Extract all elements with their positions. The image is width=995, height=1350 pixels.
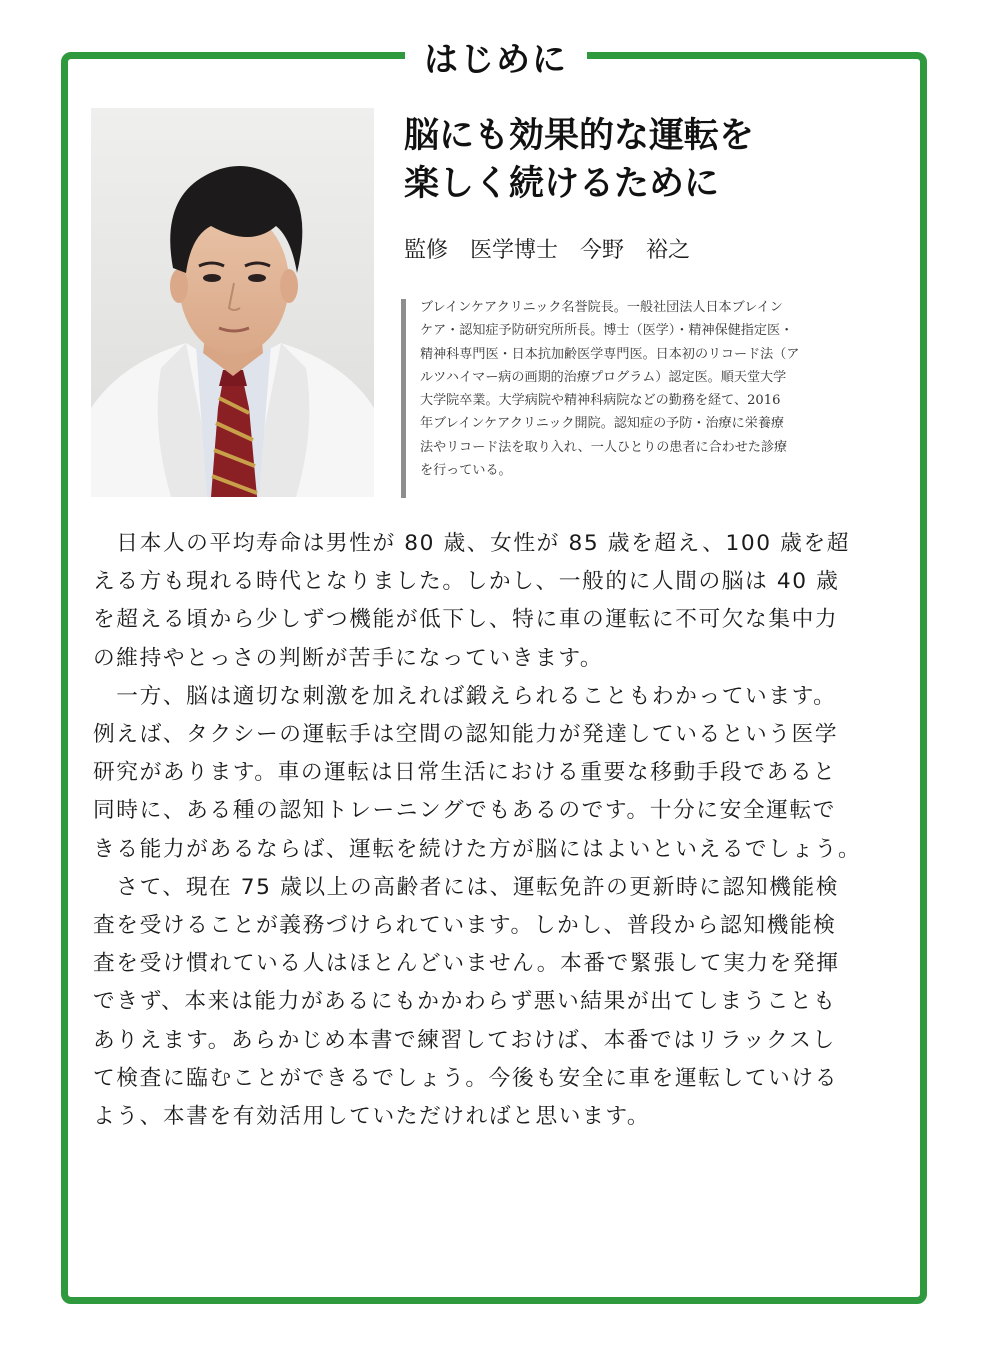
- author-degree: 医学博士: [470, 238, 559, 263]
- author-bio: [420, 296, 890, 482]
- body-line: 査を受けることが義務づけられています。しかし、普段から認知機能検: [93, 913, 837, 939]
- body-line: て検査に臨むことができるでしょう。今後も安全に車を運転していける: [93, 1065, 838, 1091]
- bio-line: ブレインケアクリニック名誉院長。一般社団法人日本ブレイン: [420, 300, 783, 315]
- body-line: の維持やとっさの判断が苦手になっていきます。: [93, 645, 604, 671]
- body-line: ありえます。あらかじめ本書で練習しておけば、本番ではリラックスし: [93, 1027, 836, 1053]
- body-line: 同時に、ある種の認知トレーニングでもあるのです。十分に安全運転で: [93, 798, 837, 824]
- title-line-1: 脳にも効果的な運転を: [404, 116, 755, 156]
- author-name: 今野 裕之: [580, 238, 691, 263]
- body-line: よう、本書を有効活用していただければと思います。: [93, 1104, 651, 1130]
- bio-accent-bar: [401, 299, 406, 498]
- body-line: 一方、脳は適切な刺激を加えれば鍛えられることもわかっています。: [93, 683, 837, 709]
- bio-line: を行っている。: [420, 463, 512, 479]
- section-heading-badge: [405, 30, 587, 82]
- bio-line: ケア・認知症予防研究所所長。博士（医学）・精神保健指定医・: [420, 323, 794, 339]
- introduction-body: [93, 525, 913, 1136]
- section-heading: はじめに: [424, 39, 568, 80]
- body-line: 研究があります。車の運転は日常生活における重要な移動手段であると: [93, 760, 837, 786]
- article-title: [404, 112, 904, 208]
- bio-line: 精神科専門医・日本抗加齢医学専門医。日本初のリコード法（ア: [420, 346, 800, 362]
- bio-line: 年ブレインケアクリニック開院。認知症の予防・治療に栄養療: [420, 416, 785, 432]
- bio-line: ルツハイマー病の画期的治療プログラム）認定医。順天堂大学: [420, 369, 787, 385]
- body-line: 日本人の平均寿命は男性が 80 歳、女性が 85 歳を超え、100 歳を超: [93, 531, 851, 556]
- author-role: 監修: [404, 238, 449, 263]
- title-line-2: 楽しく続けるために: [404, 164, 720, 204]
- author-portrait-photo: [91, 108, 374, 497]
- body-line: 例えば、タクシーの運転手は空間の認知能力が発達しているという医学: [93, 722, 839, 748]
- body-line: さて、現在 75 歳以上の高齢者には、運転免許の更新時に認知機能検: [93, 874, 839, 900]
- bio-line: 法やリコード法を取り入れ、一人ひとりの患者に合わせた診療: [420, 439, 788, 455]
- author-credit: [404, 233, 712, 264]
- portrait-illustration: [91, 108, 374, 497]
- body-line: を超える頃から少しずつ機能が低下し、特に車の運転に不可欠な集中力: [93, 607, 839, 633]
- body-line: きる能力があるならば、運転を続けた方が脳にはよいといえるでしょう。: [93, 836, 862, 862]
- bio-line: 大学院卒業。大学病院や精神科病院などの勤務を経て、2016: [420, 393, 781, 409]
- body-line: 査を受け慣れている人はほとんどいません。本番で緊張して実力を発揮: [93, 951, 840, 977]
- body-line: できず、本来は能力があるにもかかわらず悪い結果が出てしまうことも: [93, 989, 837, 1015]
- body-line: える方も現れる時代となりました。しかし、一般的に人間の脳は 40 歳: [93, 569, 840, 595]
